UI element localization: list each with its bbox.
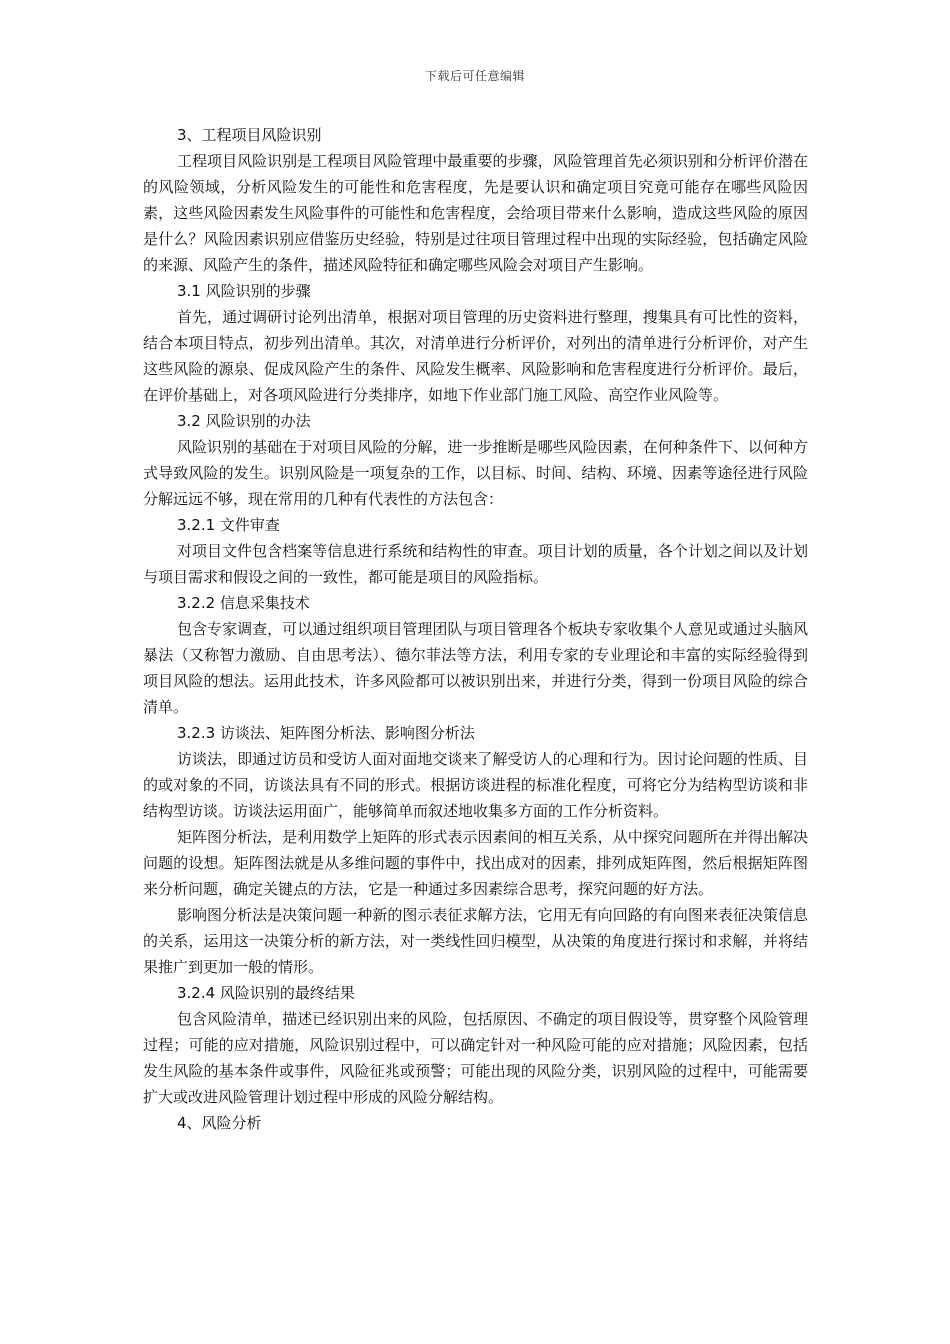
paragraph-influence-diagram: 影响图分析法是决策问题一种新的图示表征求解方法，它用无有向回路的有向图来表征决策信息的关系，运用这一决策分析的新方法，对一类线性回归模型，从决策的角度进行探讨和求解，并将结果推广到更加一般的情形。 (143, 906, 808, 976)
section-heading-3-1: 3.1 风险识别的步骤 (177, 282, 311, 300)
paragraph-interview-method: 访谈法，即通过访员和受访人面对面地交谈来了解受访人的心理和行为。因讨论问题的性质、目的或对象的不同，访谈法具有不同的形式。根据访谈进程的标准化程度，可将它分为结构型访谈和非结构型访谈。访谈法运用面广，能够简单而叙述地收集多方面的工作分析资料。 (143, 750, 808, 820)
paragraph-final-results: 包含风险清单，描述已经识别出来的风险，包括原因、不确定的项目假设等，贯穿整个风险管理过程；可能的应对措施，风险识别过程中，可以确定针对一种风险可能的应对措施；风险因素，包括发生风险的基本条件或事件，风险征兆或预警；可能出现的风险分类，识别风险的过程中，可能需要扩大或改进风险管理计划过程中形成的风险分解结构。 (143, 1010, 808, 1106)
paragraph-document-review: 对项目文件包含档案等信息进行系统和结构性的审查。项目计划的质量，各个计划之间以及计划与项目需求和假设之间的一致性，都可能是项目的风险指标。 (143, 542, 808, 586)
section-heading-3-2: 3.2 风险识别的办法 (177, 412, 311, 430)
paragraph-steps: 首先，通过调研讨论列出清单，根据对项目管理的历史资料进行整理，搜集具有可比性的资料，结合本项目特点，初步列出清单。其次，对清单进行分析评价，对列出的清单进行分析评价，对产生这些风险的源泉、促成风险产生的条件、风险发生概率、风险影响和危害程度进行分析评价。最后，在评价基础上，对各项风险进行分类排序，如地下作业部门施工风险、高空作业风险等。 (143, 308, 808, 404)
section-heading-3-2-2: 3.2.2 信息采集技术 (177, 594, 310, 612)
section-heading-3: 3、工程项目风险识别 (177, 126, 322, 144)
section-heading-3-2-4: 3.2.4 风险识别的最终结果 (177, 984, 355, 1002)
paragraph-risk-identification-intro: 工程项目风险识别是工程项目风险管理中最重要的步骤，风险管理首先必须识别和分析评价潜在的风险领域，分析风险发生的可能性和危害程度，先是要认识和确定项目究竟可能存在哪些风险因素，这些风险因素发生风险事件的可能性和危害程度，会给项目带来什么影响，造成这些风险的原因是什么？风险因素识别应借鉴历史经验，特别是过往项目管理过程中出现的实际经验，包括确定风险的来源、风险产生的条件，描述风险特征和确定哪些风险会对项目产生影响。 (143, 152, 808, 274)
paragraph-methods: 风险识别的基础在于对项目风险的分解，进一步推断是哪些风险因素，在何种条件下、以何种方式导致风险的发生。识别风险是一项复杂的工作，以目标、时间、结构、环境、因素等途径进行风险分解远远不够，现在常用的几种有代表性的方法包含： (143, 438, 808, 508)
page-header: 下载后可任意编辑 (424, 69, 525, 83)
paragraph-matrix-method: 矩阵图分析法，是利用数学上矩阵的形式表示因素间的相互关系，从中探究问题所在并得出解决问题的设想。矩阵图法就是从多维问题的事件中，找出成对的因素，排列成矩阵图，然后根据矩阵图来分析问题，确定关键点的方法，它是一种通过多因素综合思考，探究问题的好方法。 (143, 828, 808, 898)
document-body (143, 122, 808, 1136)
section-heading-3-2-1: 3.2.1 文件审查 (177, 516, 280, 534)
section-heading-3-2-3: 3.2.3 访谈法、矩阵图分析法、影响图分析法 (177, 724, 475, 742)
section-heading-4: 4、风险分析 (177, 1114, 262, 1132)
paragraph-information-gathering: 包含专家调查，可以通过组织项目管理团队与项目管理各个板块专家收集个人意见或通过头脑风暴法（又称智力激励、自由思考法）、德尔菲法等方法，利用专家的专业理论和丰富的实际经验得到项目风险的想法。运用此技术，许多风险都可以被识别出来，并进行分类，得到一份项目风险的综合清单。 (143, 620, 808, 716)
